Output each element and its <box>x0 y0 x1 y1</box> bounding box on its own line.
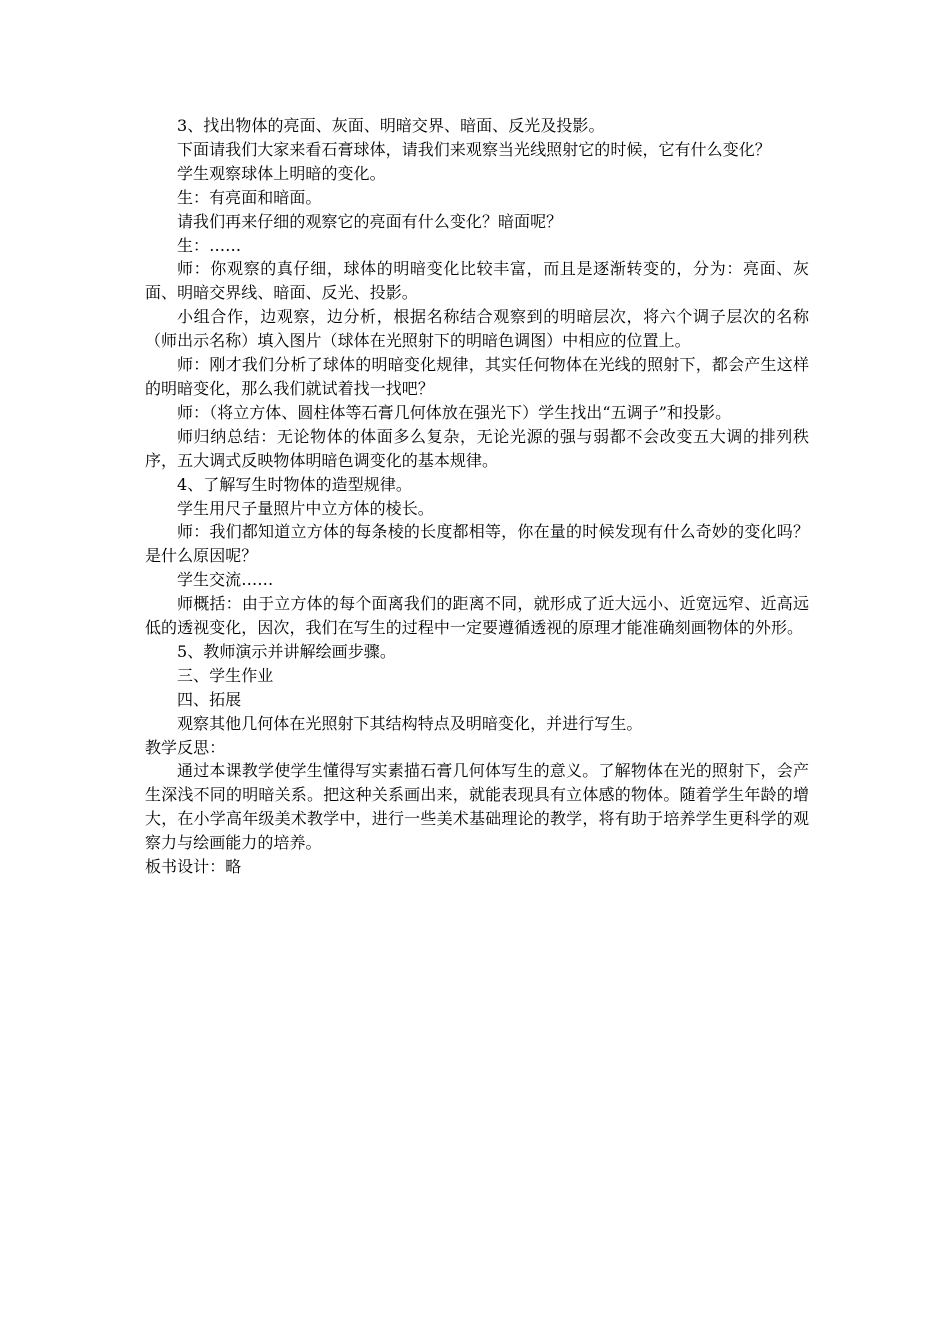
paragraph-section-4-extension: 四、拓展 <box>177 689 242 709</box>
paragraph-step-3-find-tones: 3、找出物体的亮面、灰面、明暗交界、暗面、反光及投影。 <box>177 116 605 135</box>
paragraph-board-design: 板书设计：略 <box>145 857 242 877</box>
paragraph-section-3-homework: 三、学生作业 <box>177 665 274 685</box>
paragraph-teacher-summary: 师归纳总结：无论物体的体面多么复杂，无论光源的强与弱都不会改变五大调的排列秩序，五大调式反映物体明暗色调变化的基本规律。 <box>145 426 809 470</box>
paragraph-student-discussion: 学生交流…… <box>177 570 274 590</box>
paragraph-extension-task: 观察其他几何体在光照射下其结构特点及明暗变化，并进行写生。 <box>177 713 643 733</box>
paragraph-teacher-demo-find: 师：（将立方体、圆柱体等石膏几何体放在强光下）学生找出“五调子”和投影。 <box>177 402 732 422</box>
paragraph-teacher-question-cube: 师：我们都知道立方体的每条棱的长度都相等，你在量的时候发现有什么奇妙的变化吗？是什么原因呢？ <box>145 522 809 566</box>
paragraph-teacher-explain-tones: 师：你观察的真仔细，球体的明暗变化比较丰富，而且是逐渐转变的，分为：亮面、灰面、明暗交界线、暗面、反光、投影。 <box>145 259 809 303</box>
document-body <box>145 114 809 879</box>
paragraph-student-answer-2: 生：…… <box>177 235 242 255</box>
paragraph-teacher-analysis: 师：刚才我们分析了球体的明暗变化规律，其实任何物体在光线的照射下，都会产生这样的明暗变化，那么我们就试着找一找吧？ <box>145 355 809 398</box>
paragraph-step-4-form-rules: 4、了解写生时物体的造型规律。 <box>177 474 412 494</box>
paragraph-student-observe: 学生观察球体上明暗的变化。 <box>177 163 386 183</box>
paragraph-observe-again-prompt: 请我们再来仔细的观察它的亮面有什么变化？暗面呢？ <box>177 211 563 231</box>
paragraph-student-answer-1: 生：有亮面和暗面。 <box>177 187 322 207</box>
paragraph-group-work: 小组合作，边观察，边分析，根据名称结合观察到的明暗层次，将六个调子层次的名称（师出示名称）填入图片（球体在光照射下的明暗色调图）中相应的位置上。 <box>145 307 809 351</box>
heading-teaching-reflection: 教学反思： <box>145 737 226 757</box>
paragraph-reflection-body: 通过本课教学使学生懂得写实素描石膏几何体写生的意义。了解物体在光的照射下，会产生深浅不同的明暗关系。把这种关系画出来，就能表现具有立体感的物体。随着学生年龄的增大，在小学高年级美术教学中，进行一些美术基础理论的教学，将有助于培养学生更科学的观察力与绘画能力的培养。 <box>145 761 809 853</box>
paragraph-teacher-perspective: 师概括：由于立方体的每个面离我们的距离不同，就形成了近大远小、近宽远窄、近高远低的透视变化，因次，我们在写生的过程中一定要遵循透视的原理才能准确刻画物体的外形。 <box>145 594 809 638</box>
paragraph-observe-sphere-prompt: 下面请我们大家来看石膏球体，请我们来观察当光线照射它的时候，它有什么变化？ <box>177 139 771 159</box>
paragraph-student-measure: 学生用尺子量照片中立方体的棱长。 <box>177 498 434 518</box>
paragraph-step-5-demo: 5、教师演示并讲解绘画步骤。 <box>177 641 396 661</box>
